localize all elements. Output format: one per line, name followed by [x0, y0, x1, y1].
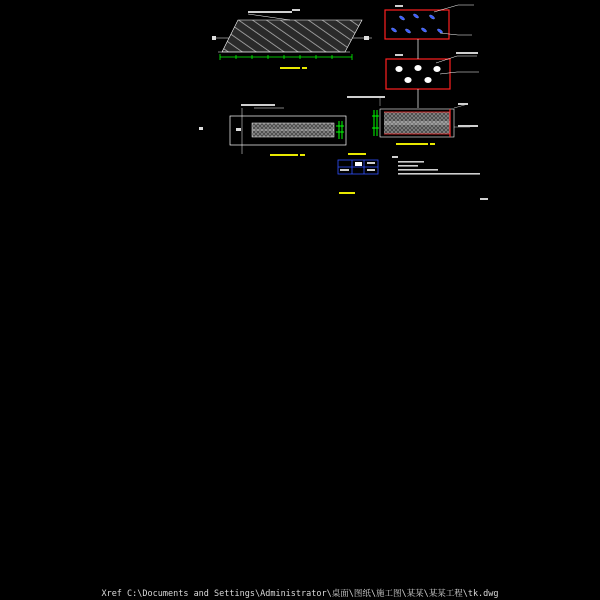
xref-status-bar: Xref C:\Documents and Settings\Administrator\桌面\图纸\施工图\某某\某某工程\tk.dwg	[101, 589, 499, 599]
detail-box-stones	[386, 52, 479, 89]
plan-view	[212, 9, 372, 69]
section-view-left	[199, 104, 346, 156]
section-right-caption	[396, 143, 428, 145]
section-dimension-green	[336, 121, 344, 139]
detail-box-aggregate	[385, 5, 474, 39]
plan-leader	[248, 14, 290, 20]
plan-dimension-line	[220, 54, 352, 60]
legend-block	[338, 153, 378, 194]
plan-note	[248, 11, 292, 13]
section-view-right	[347, 96, 478, 145]
plan-caption	[280, 67, 300, 69]
plan-hatch-strip	[222, 20, 362, 52]
section-caption	[270, 154, 298, 156]
stone-particles	[395, 65, 440, 83]
sheet-number	[480, 198, 488, 200]
legend-caption	[339, 192, 355, 194]
notes-block	[392, 156, 480, 175]
aggregate-particles	[391, 13, 443, 34]
section-right-hatch	[384, 112, 450, 134]
